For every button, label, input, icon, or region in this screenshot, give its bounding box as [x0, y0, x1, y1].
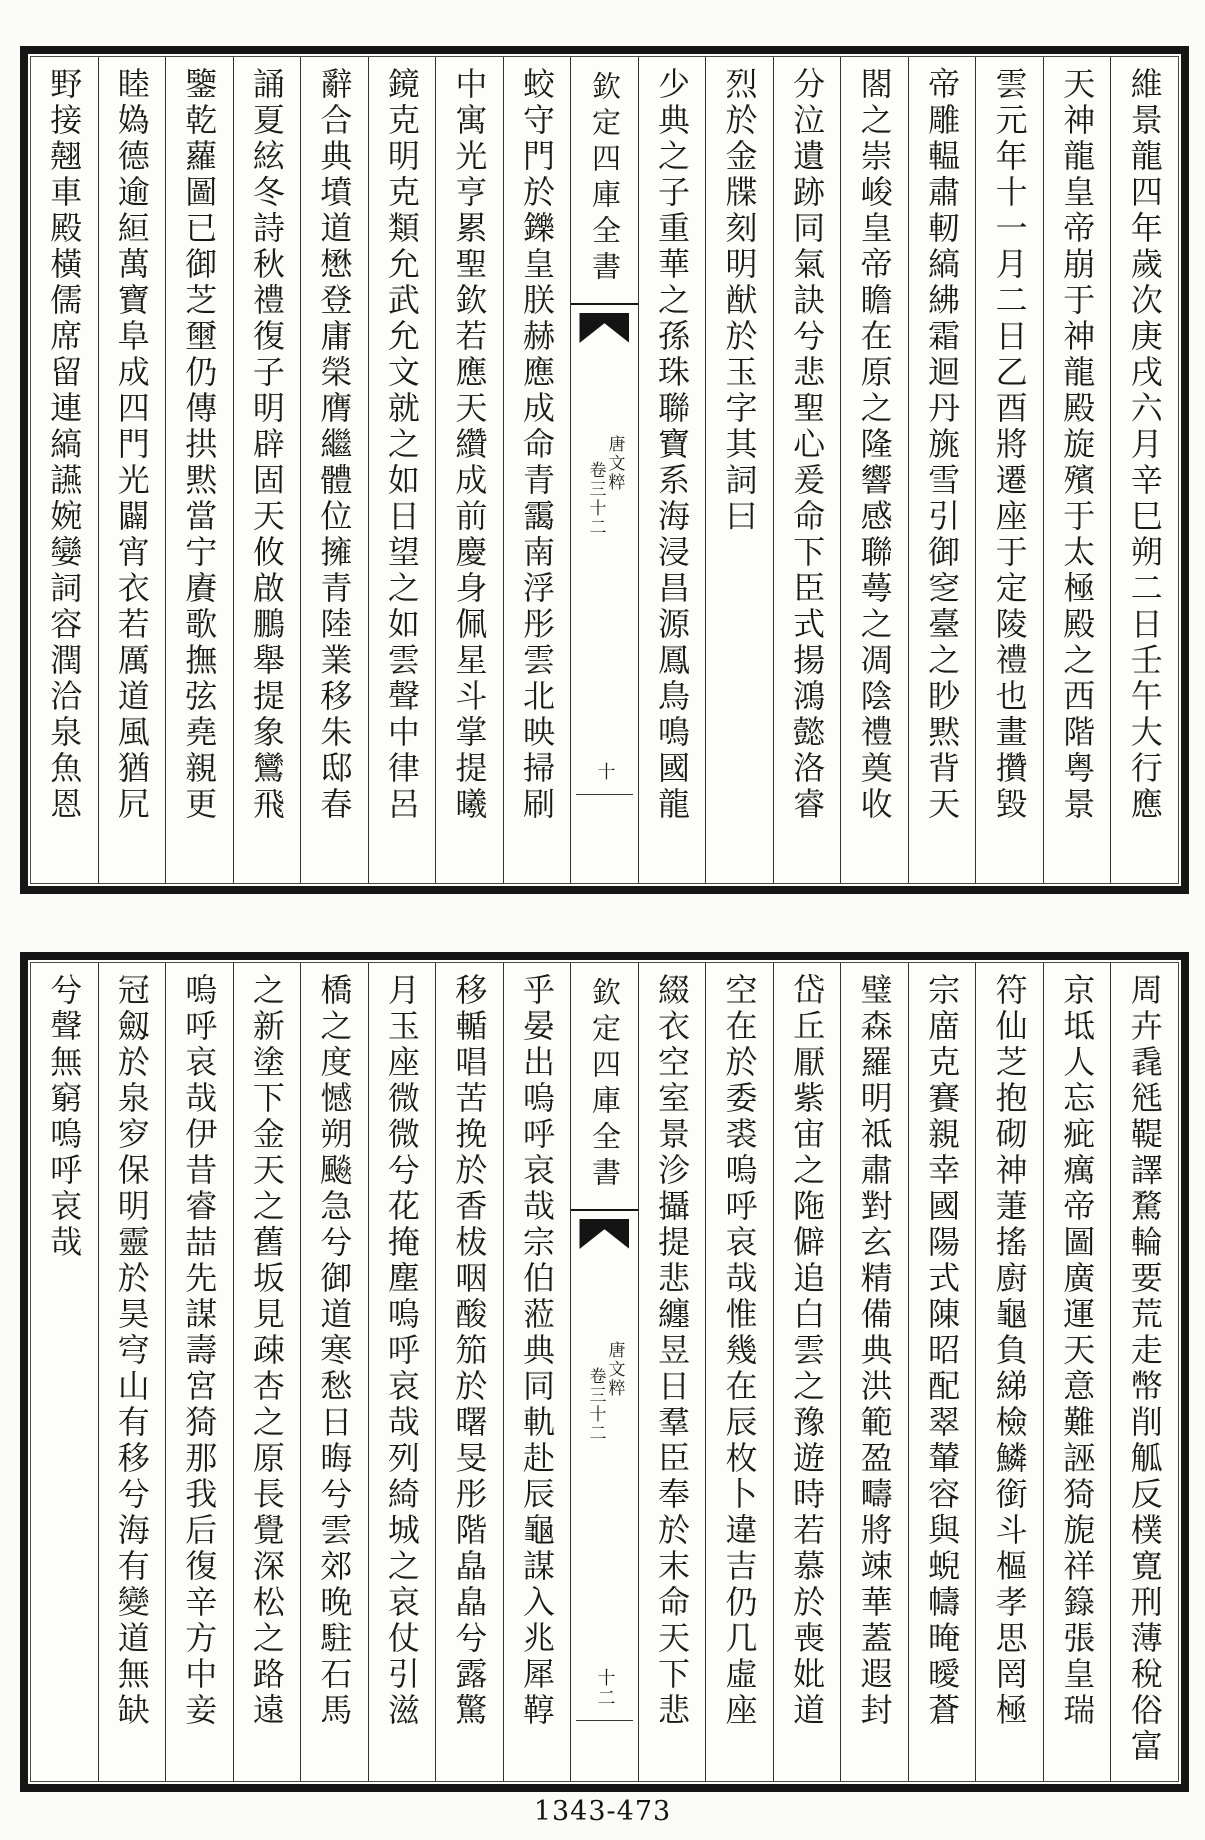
column-text: 兮聲無窮嗚呼哀哉	[45, 973, 84, 1261]
column-text: 京坻人忘疵癘帝圖廣運天意難誣猗旎祥籙張皇瑞	[1058, 973, 1097, 1729]
text-column	[31, 963, 98, 1781]
text-column	[368, 963, 436, 1781]
text-column	[908, 57, 976, 883]
series-title: 欽定四庫全書	[587, 71, 622, 287]
column-text: 野接翹車殿橫儒席留連縞讌婉孌詞容潤洽泉魚恩	[45, 67, 84, 823]
text-column	[233, 963, 301, 1781]
column-text: 周卉毳毤鞮譯騖輪要荒走幣削觚反樸寛刑薄稅俗富	[1125, 973, 1164, 1765]
leaf-number	[594, 1668, 616, 1708]
text-column	[98, 963, 166, 1781]
text-column	[638, 963, 706, 1781]
book-title: 唐文粹	[604, 1341, 625, 1398]
column-text: 橋之度憾朔飈急兮御道寒愁日晦兮雲郊晚駐石馬	[315, 973, 354, 1729]
banxin-titles	[585, 1341, 625, 1443]
column-text: 雲元年十一月二日乙酉將遷座于定陵禮也畫攢毀	[990, 67, 1029, 823]
text-column	[705, 57, 773, 883]
column-text: 閤之崇峻皇帝瞻在原之隆響感聯蕚之凋陰禮奠收	[855, 67, 894, 823]
column-text: 嗚呼哀哉伊昔睿喆先謀壽宮猗那我后復辛方中妾	[180, 973, 219, 1729]
column-text: 空在於委裘嗚呼哀哉惟幾在辰枚卜違吉仍几虛座	[720, 973, 759, 1729]
page-number: 1343-473	[533, 1796, 672, 1827]
upper-text-block	[20, 46, 1189, 894]
text-column	[840, 57, 908, 883]
banxin-column	[570, 57, 638, 883]
text-column	[638, 57, 706, 883]
book-title: 唐文粹	[604, 435, 625, 492]
text-column	[1043, 57, 1111, 883]
banxin-rule	[576, 794, 633, 795]
column-text: 之新塗下金天之舊坂見疎杏之原長覺深松之路遠	[247, 973, 286, 1729]
leaf-number-text: 十二	[594, 1668, 616, 1708]
lower-text-block-inner	[30, 962, 1179, 1782]
banxin-titles	[585, 435, 625, 537]
column-text: 乎晏出嗚呼哀哉宗伯蒞典同軌赴辰龜謀入兆犀鞟	[517, 973, 556, 1729]
text-column	[1110, 57, 1178, 883]
column-text: 帝雕輼肅軔縞紼霜迴丹旐雪引御窆臺之眇黙背天	[923, 67, 962, 823]
column-text: 中寓光亨累聖欽若應天纘成前慶身佩星斗掌提曦	[450, 67, 489, 823]
volume-label: 卷三十二	[585, 1367, 606, 1443]
text-column	[31, 57, 98, 883]
text-column	[165, 963, 233, 1781]
banxin-column	[570, 963, 638, 1781]
text-column	[233, 57, 301, 883]
text-column	[368, 57, 436, 883]
column-text: 天神龍皇帝崩于神龍殿旋殯于太極殿之西階粤景	[1058, 67, 1097, 823]
column-text: 烈於金牒刻明猷於玉字其詞曰	[720, 67, 759, 535]
text-column	[773, 57, 841, 883]
text-column	[98, 57, 166, 883]
text-column	[975, 57, 1043, 883]
fishtail-icon	[579, 1219, 629, 1249]
column-text: 辭合典墳道懋登庸榮膺繼體位擁青陸業移朱邸春	[315, 67, 354, 823]
text-column	[435, 963, 503, 1781]
column-text: 岱丘厭紫宙之陁僻追白雲之豫遊時若慕於喪妣道	[788, 973, 827, 1729]
column-text: 鑒乾蘿圖已御芝壐仍傳拱黙當宁賡歌撫弦堯親更	[180, 67, 219, 823]
text-column	[908, 963, 976, 1781]
column-text: 宗庿克賽親幸國陽式陳昭配翠輦容與蜺幬晻曖蒼	[923, 973, 962, 1729]
column-text: 分泣遺跡同氣訣兮悲聖心爰命下臣式揚鴻懿洛睿	[788, 67, 827, 823]
text-column	[705, 963, 773, 1781]
leaf-number	[594, 762, 616, 782]
column-text: 鏡克明克類允武允文就之如日望之如雲聲中律呂	[382, 67, 421, 823]
column-text: 移輴唱苦挽於香柭咽酸笳於曙旻彤階皛皛兮露驚	[450, 973, 489, 1729]
text-column	[300, 963, 368, 1781]
volume-label: 卷三十二	[585, 461, 606, 537]
column-text: 月玉座微微兮花掩塵嗚呼哀哉列綺城之哀仗引滋	[382, 973, 421, 1729]
column-text: 誦夏絃冬詩秋禮復子明辟固天攸啟鵬舉提象鸞飛	[247, 67, 286, 823]
column-text: 璧森羅明祗肅對玄精備典洪範盈疇將竦華蓋遐封	[855, 973, 894, 1729]
column-text: 少典之子重華之孫珠聯寶系海浸昌源鳳鳥鳴國龍	[653, 67, 692, 823]
series-title: 欽定四庫全書	[587, 977, 622, 1193]
text-column	[773, 963, 841, 1781]
text-column	[503, 963, 571, 1781]
text-column	[975, 963, 1043, 1781]
upper-text-block-inner	[30, 56, 1179, 884]
text-column	[165, 57, 233, 883]
banxin-rule	[576, 1720, 633, 1721]
lower-text-block	[20, 952, 1189, 1792]
text-column	[840, 963, 908, 1781]
text-column	[1110, 963, 1178, 1781]
column-text: 冠劔於泉穸保明靈於昊穹山有移兮海有變道無缺	[112, 973, 151, 1729]
column-text: 睦媯德逾絙萬寶阜成四門光闢宵衣若厲道風猶凥	[112, 67, 151, 823]
text-column	[435, 57, 503, 883]
series-title-box	[571, 57, 638, 305]
column-text: 綴衣空室景沴攝提悲纏昱日羣臣奉於末命天下悲	[653, 973, 692, 1729]
leaf-number-text: 十	[594, 762, 616, 782]
text-column	[300, 57, 368, 883]
column-text: 維景龍四年歲次庚戌六月辛巳朔二日壬午大行應	[1125, 67, 1164, 823]
column-text: 符仙芝抱砌神萐搖廚龜負綈檢鱗銜斗樞孝思罔極	[990, 973, 1029, 1729]
text-column	[503, 57, 571, 883]
series-title-box	[571, 963, 638, 1211]
text-column	[1043, 963, 1111, 1781]
fishtail-icon	[579, 313, 629, 343]
column-text: 蛟守門於鑠皇朕赫應成命青靄南浮彤雲北映掃刷	[517, 67, 556, 823]
